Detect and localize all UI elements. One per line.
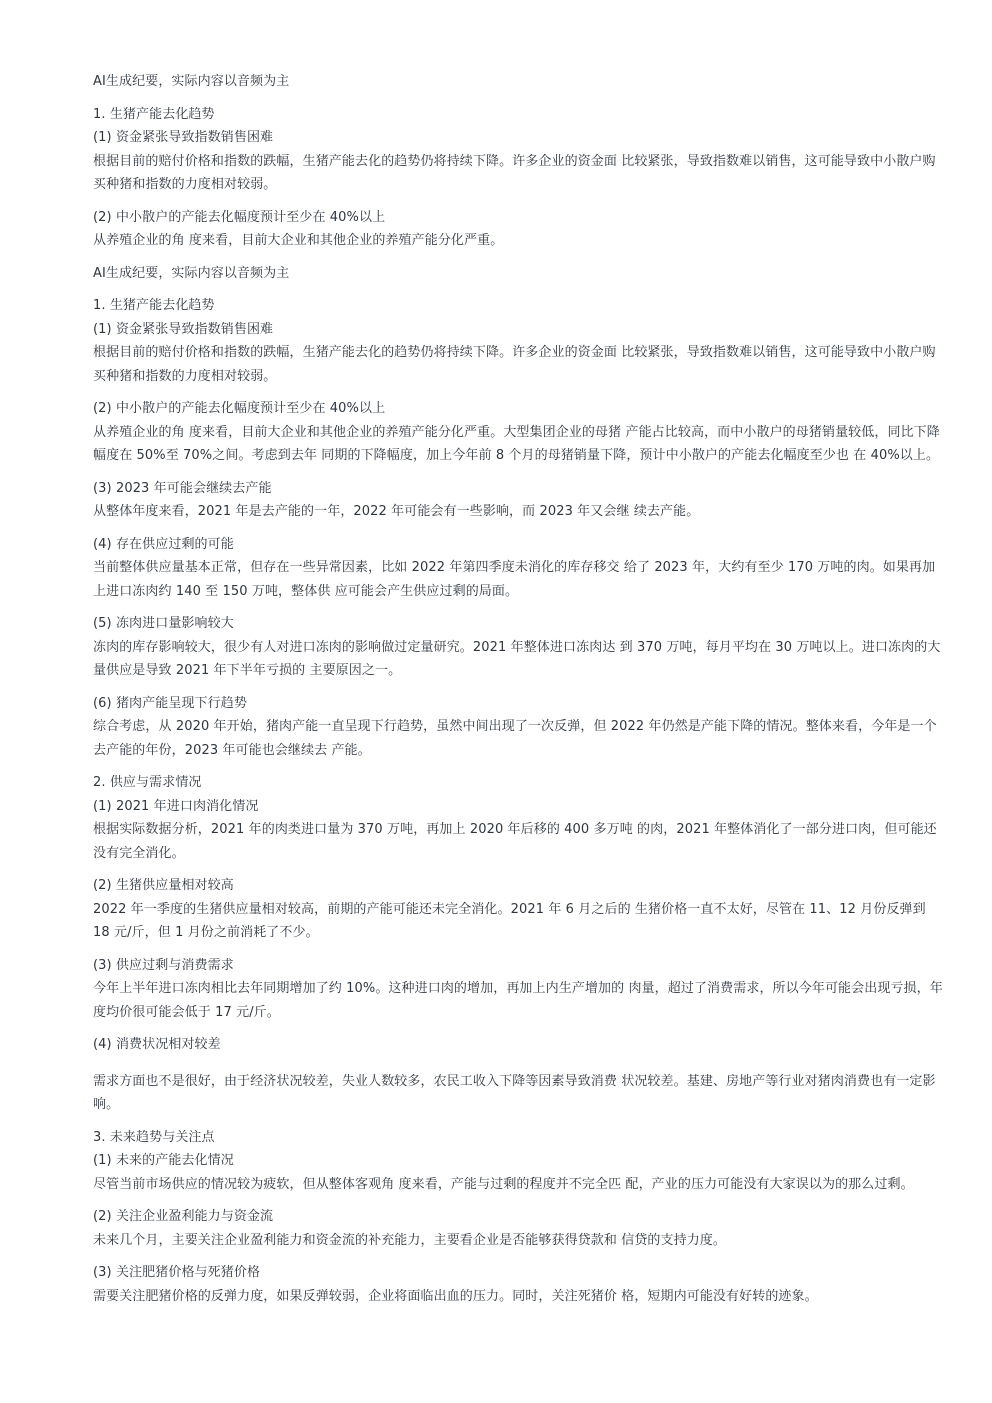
- subsection-title: (4) 消费状况相对较差: [93, 1037, 221, 1052]
- paragraph: 今年上半年进口冻肉相比去年同期增加了约 10%。这种进口肉的增加，再加上内生产增加的 肉量，超过了消费需求，所以今年可能会出现亏损，年度均价很可能会低于 17 元/斤。: [93, 981, 943, 1020]
- section-heading: 1. 生猪产能去化趋势: [93, 106, 215, 122]
- subsection-title: (4) 存在供应过剩的可能: [93, 536, 234, 552]
- paragraph: 尽管当前市场供应的情况较为疲软，但从整体客观角 度来看，产能与过剩的程度并不完全匹 配，产业的压力可能没有大家误以为的那么过剩。: [93, 1176, 914, 1192]
- section-heading: 2. 供应与需求情况: [93, 775, 202, 790]
- section-heading: 1. 生猪产能去化趋势: [93, 298, 215, 313]
- paragraph: 从养殖企业的角 度来看，目前大企业和其他企业的养殖产能分化严重。: [93, 233, 504, 248]
- subsection-title: (2) 中小散户的产能去化幅度预计至少在 40%以上: [93, 209, 386, 225]
- subsection-title: (1) 2021 年进口肉消化情况: [93, 798, 259, 814]
- subsection-title: (2) 中小散户的产能去化幅度预计至少在 40%以上: [93, 401, 386, 416]
- subsection-title: (6) 猪肉产能呈现下行趋势: [93, 695, 247, 711]
- disclaimer: AI生成纪要，实际内容以音频为主: [93, 74, 290, 89]
- subsection-title: (1) 资金紧张导致指数销售困难: [93, 321, 274, 337]
- paragraph: 从养殖企业的角 度来看，目前大企业和其他企业的养殖产能分化严重。大型集团企业的母猪 产能占比较高，而中小散户的母猪销量较低，同比下降幅度在 50%至 70%之间。考虑到去年 同期的下降幅度，加上今年前 8 个月的母猪销量下降，预计中小散户的产能去化幅度至少也 在 40%以上。: [93, 424, 940, 463]
- subsection-title: (1) 资金紧张导致指数销售困难: [93, 130, 274, 145]
- disclaimer: AI生成纪要，实际内容以音频为主: [93, 265, 290, 281]
- paragraph: 根据目前的赔付价格和指数的跌幅，生猪产能去化的趋势仍将持续下降。许多企业的资金面 比较紧张，导致指数难以销售，这可能导致中小散户购买种猪和指数的力度相对较弱。: [93, 153, 936, 192]
- paragraph: 根据目前的赔付价格和指数的跌幅，生猪产能去化的趋势仍将持续下降。许多企业的资金面 比较紧张，导致指数难以销售，这可能导致中小散户购买种猪和指数的力度相对较弱。: [93, 345, 936, 384]
- document: [93, 70, 943, 1308]
- subsection-title: (1) 未来的产能去化情况: [93, 1153, 234, 1168]
- section-heading: 3. 未来趋势与关注点: [93, 1129, 215, 1145]
- paragraph: 冻肉的库存影响较大，很少有人对进口冻肉的影响做过定量研究。2021 年整体进口冻肉达 到 370 万吨，每月平均在 30 万吨以上。进口冻肉的大量供应是导致 2021 年下半年亏损的 主要原因之一。: [93, 639, 941, 678]
- paragraph: 根据实际数据分析，2021 年的肉类进口量为 370 万吨，再加上 2020 年后移的 400 多万吨 的肉，2021 年整体消化了一部分进口肉，但可能还没有完全消化。: [93, 822, 937, 861]
- subsection-title: (3) 供应过剩与消费需求: [93, 957, 234, 973]
- paragraph: 需要关注肥猪价格的反弹力度，如果反弹较弱，企业将面临出血的压力。同时，关注死猪价 格，短期内可能没有好转的迹象。: [93, 1288, 818, 1304]
- paragraph: 当前整体供应量基本正常，但存在一些异常因素，比如 2022 年第四季度未消化的库存移交 给了 2023 年，大约有至少 170 万吨的肉。如果再加上进口冻肉约 140 至 150 万吨，整体供 应可能会产生供应过剩的局面。: [93, 560, 936, 599]
- subsection-title: (5) 冻肉进口量影响较大: [93, 616, 234, 631]
- subsection-title: (2) 关注企业盈利能力与资金流: [93, 1209, 274, 1224]
- paragraph: 需求方面也不是很好，由于经济状况较差，失业人数较多，农民工收入下降等因素导致消费 状况较差。基建、房地产等行业对猪肉消费也有一定影响。: [93, 1073, 936, 1112]
- paragraph: 综合考虑，从 2020 年开始，猪肉产能一直呈现下行趋势，虽然中间出现了一次反弹，但 2022 年仍然是产能下降的情况。整体来看，今年是一个去产能的年份，2023 年可能也会继续去 产能。: [93, 719, 937, 758]
- paragraph: 未来几个月，主要关注企业盈利能力和资金流的补充能力，主要看企业是否能够获得贷款和 信贷的支持力度。: [93, 1232, 727, 1248]
- subsection-title: (3) 关注肥猪价格与死猪价格: [93, 1265, 261, 1280]
- paragraph: 2022 年一季度的生猪供应量相对较高，前期的产能可能还未完全消化。2021 年 6 月之后的 生猪价格一直不太好，尽管在 11、12 月份反弹到 18 元/斤，但 1 月份之前消耗了不少。: [93, 901, 926, 940]
- subsection-title: (3) 2023 年可能会继续去产能: [93, 480, 272, 496]
- subsection-title: (2) 生猪供应量相对较高: [93, 878, 234, 893]
- paragraph: 从整体年度来看，2021 年是去产能的一年，2022 年可能会有一些影响，而 2023 年又会继 续去产能。: [93, 504, 700, 519]
